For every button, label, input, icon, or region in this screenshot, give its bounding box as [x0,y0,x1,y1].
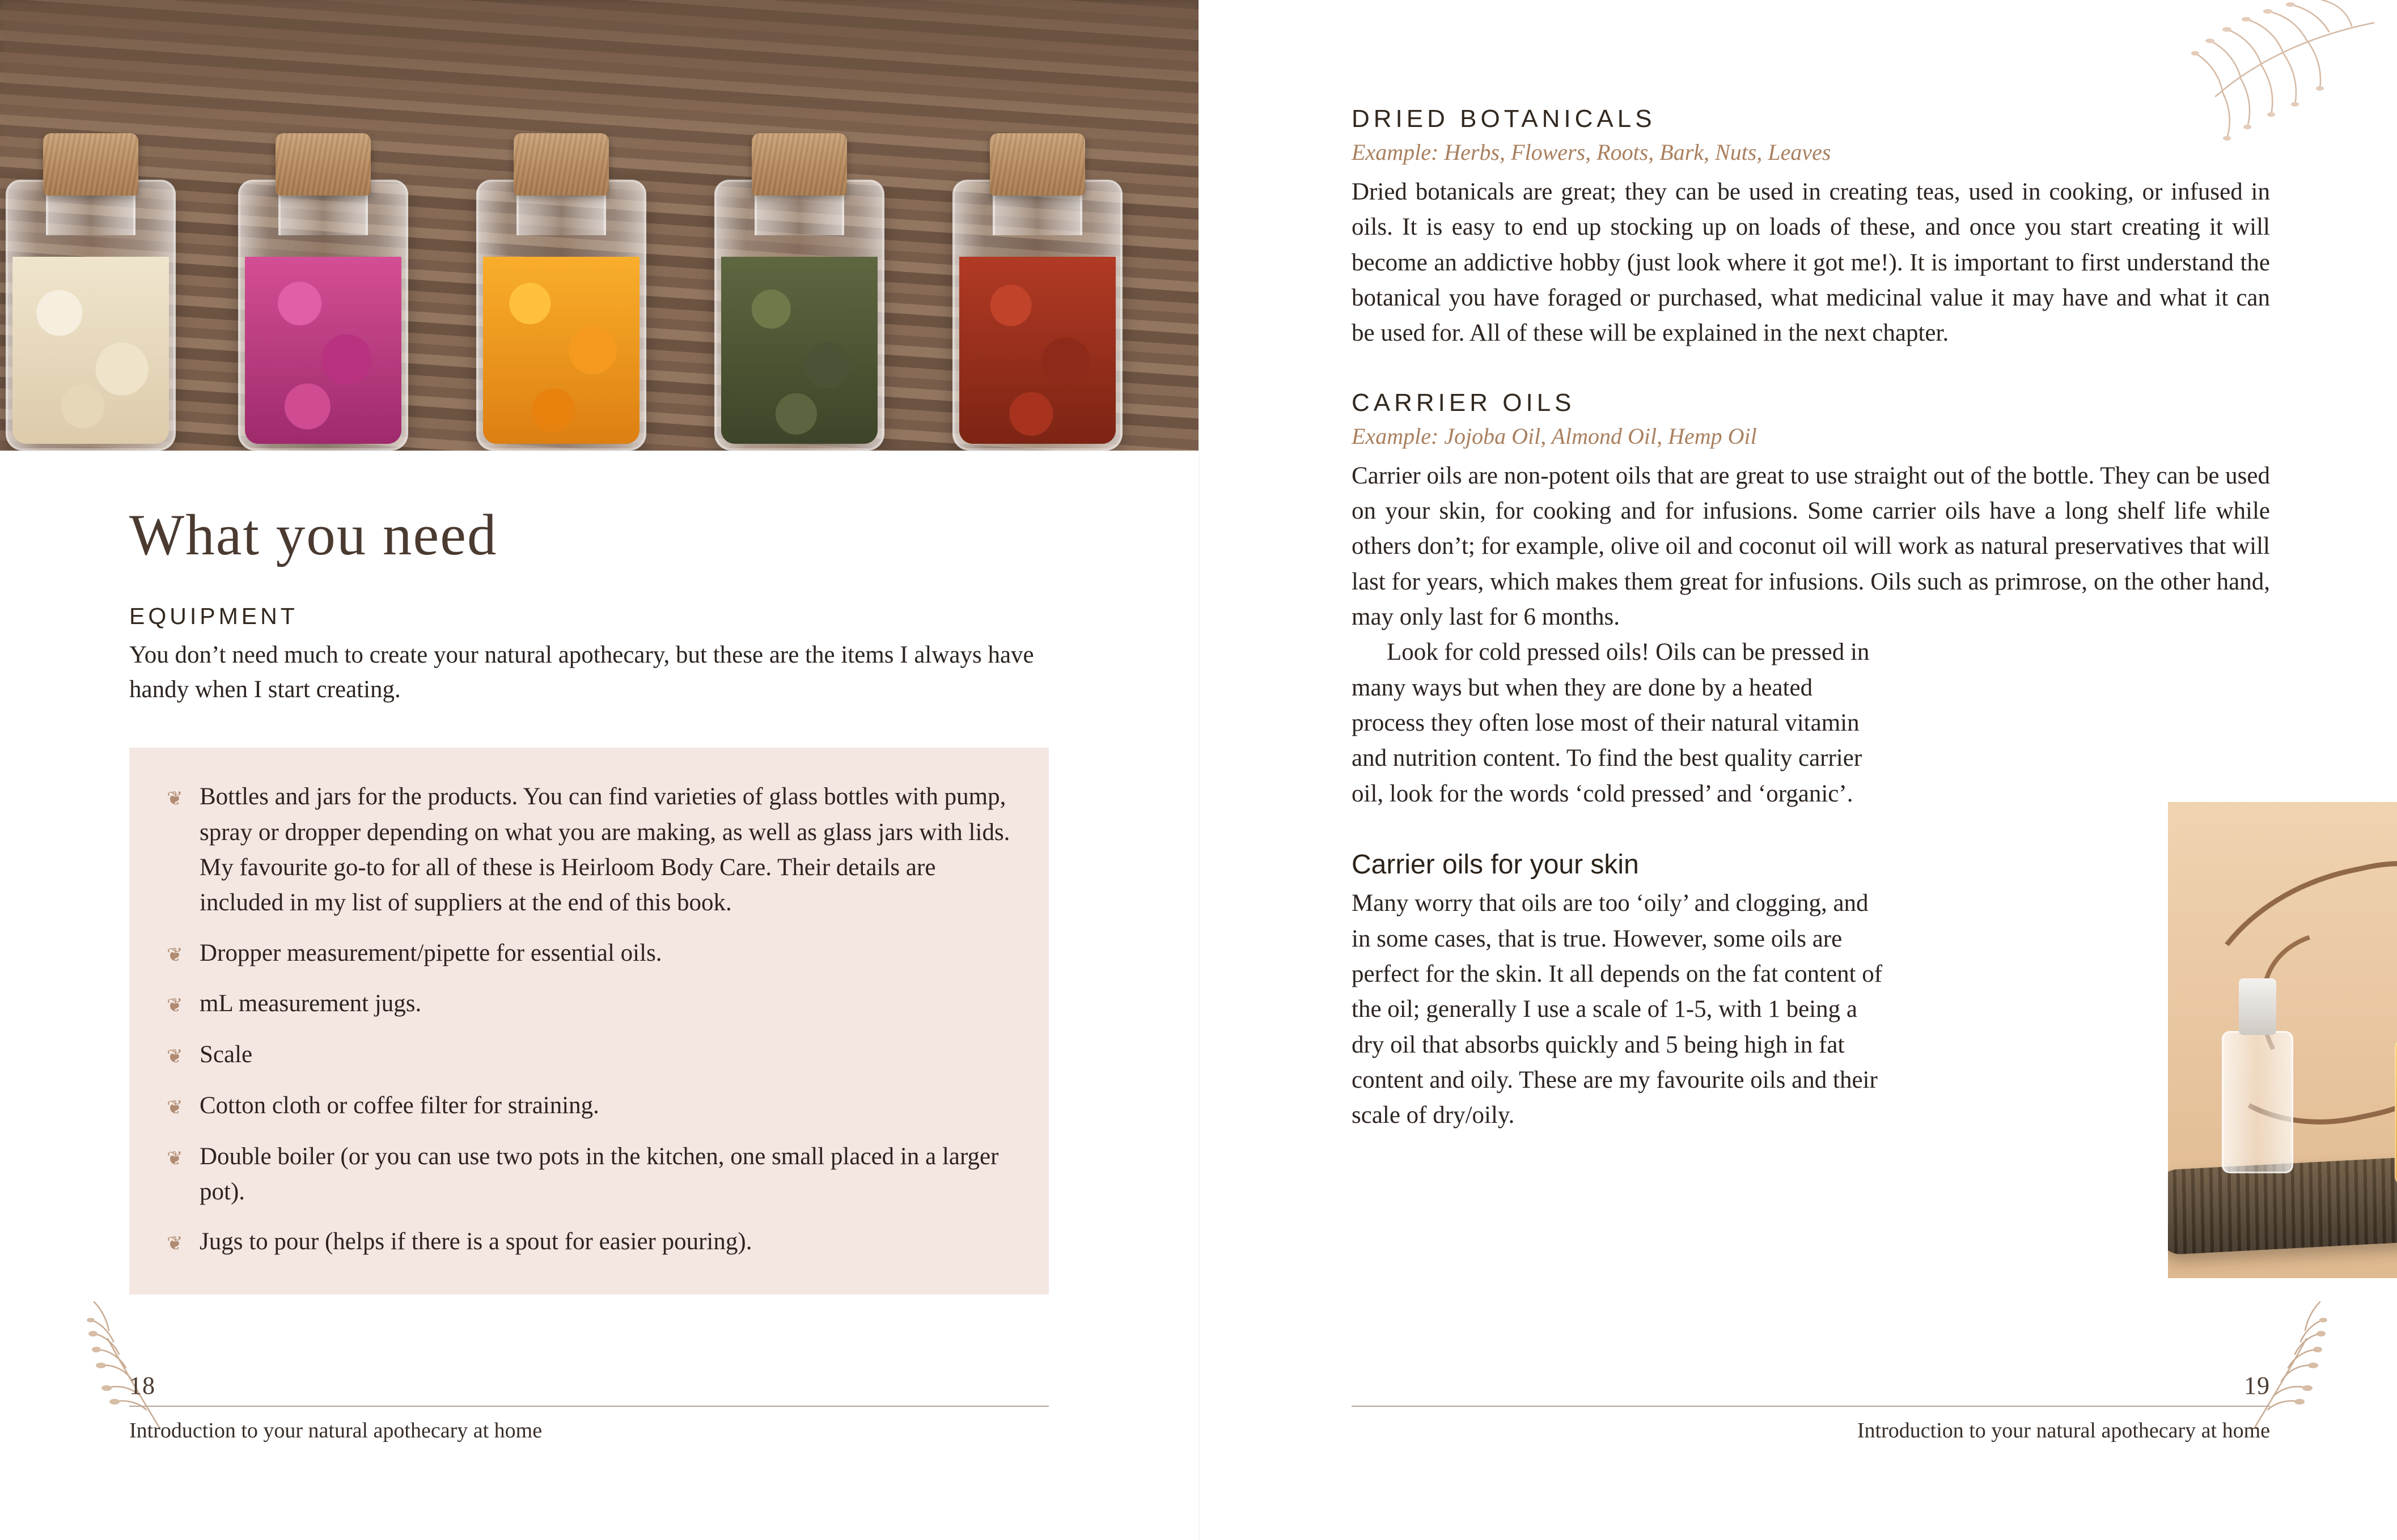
paragraph-carrier-oils-2: Look for cold pressed oils! Oils can be pressed in many ways but when they are done by a heated process they often lose most of their natural vitamin and nutrition content. To find the best quality carrier oil, look for the words ‘cold pressed’ and ‘organic’. [1352,639,1870,807]
right-column [1352,105,2270,1134]
sprig-bullet-icon: ❦ [167,1233,183,1255]
paragraph-carrier-oils-1: Carrier oils are non-potent oils that are great to use straight out of the bottle. They can be used on your skin, for cooking and for infusions. Some carrier oils have a long shelf life while others don’t; for example, olive oil and coconut oil will work as natural preservatives that will last for years, which makes them great for infusions. Oils such as primrose, on the other hand, may only last for 6 months. [1352,462,2270,631]
list-item [167,986,1011,1023]
subsection-heading-carrier-oils-skin: Carrier oils for your skin [1352,850,1639,880]
page-number: 18 [129,1372,155,1399]
list-item-label: Scale [200,1041,253,1068]
section-heading-dried-botanicals: DRIED BOTANICALS [1352,105,1656,133]
cork-stopper-icon [43,133,138,196]
footer-rule [1352,1406,2270,1407]
list-item [167,1224,1011,1261]
list-item-label: Jugs to pour (helps if there is a spout for easier pouring). [200,1228,752,1255]
bottle-contents [12,257,169,444]
section-example-dried-botanicals: Example: Herbs, Flowers, Roots, Bark, Nuts, Leaves [1352,139,1831,165]
equipment-list-box [129,748,1049,1295]
sprig-bullet-icon: ❦ [167,1046,183,1068]
cork-stopper-icon [514,133,609,196]
equipment-heading: EQUIPMENT [129,603,298,630]
page-gutter [1198,0,1200,1540]
equipment-intro-paragraph: You don’t need much to create your natural apothecary, but these are the items I always have handy when I start creating. [129,642,1034,703]
left-page [0,0,1198,1540]
cork-stopper-icon [752,133,847,196]
footer-right [1352,1371,2270,1443]
footer-rule [129,1406,1049,1407]
left-page-body [0,451,1198,1295]
page-number: 19 [2244,1372,2270,1399]
bottle-3 [476,133,646,451]
list-item [167,936,1011,972]
running-head: Introduction to your natural apothecary at home [129,1419,543,1443]
sprig-bullet-icon: ❦ [167,788,183,810]
list-item-label: mL measurement jugs. [200,990,422,1017]
list-item [167,779,1011,920]
sprig-bullet-icon: ❦ [167,1148,183,1169]
list-item-label: Double boiler (or you can use two pots in the kitchen, one small placed in a larger pot). [200,1143,999,1206]
list-item [167,1139,1011,1210]
running-head: Introduction to your natural apothecary at home [1857,1419,2270,1443]
list-item-label: Dropper measurement/pipette for essential oils. [200,939,662,966]
paragraph-dried-botanicals: Dried botanicals are great; they can be used in creating teas, used in cooking, or infused in oils. It is easy to end up stocking up on loads of these, and once you start creating it will become an addictive hobby (just look where it got me!). It is important to first understand the botanical you have foraged or purchased, what medicinal value it may have and what it can be used for. All of these will be explained in the next chapter. [1352,179,2270,347]
footer-left [129,1371,1049,1443]
cork-stopper-icon [276,133,371,196]
section-example-carrier-oils: Example: Jojoba Oil, Almond Oil, Hemp Oil [1352,423,1757,449]
bottle-5 [952,133,1123,451]
bottle-4 [714,133,884,451]
bottle-2 [238,133,408,451]
hero-photo-dried-botanicals [0,0,1198,451]
bottle-1 [6,133,176,451]
oil-bottles-photo [2168,802,2397,1278]
bottle-contents [959,257,1116,444]
bottle-contents [721,257,878,444]
cork-stopper-icon [990,133,1085,196]
sprig-bullet-icon: ❦ [167,1097,183,1118]
bottle-contents [483,257,640,444]
dropper-bottle [2222,1031,2293,1173]
right-page [1198,0,2397,1540]
bottle-contents [245,257,401,444]
paragraph-carrier-oils-skin: Many worry that oils are too ‘oily’ and clogging, and in some cases, that is true. However, some oils are perfect for the skin. It all depends on the fat content of the oil; generally I use a scale of 1-5, with 1 being a dry oil that absorbs quickly and 5 being high in fat content and oily. These are my favourite oils and their scale of dry/oily. [1352,890,1883,1129]
list-item [167,1037,1011,1074]
section-heading-carrier-oils: CARRIER OILS [1352,388,1576,417]
sprig-bullet-icon: ❦ [167,995,183,1017]
sprig-bullet-icon: ❦ [167,944,183,966]
page-title: What you need [129,503,498,567]
amber-oil-bottle [2395,1040,2397,1185]
list-item-label: Bottles and jars for the products. You can find varieties of glass bottles with pump, spray or dropper depending on what you are making, as well as glass jars with lids. My favourite go-to for all of these is Heirloom Body Care. Their details are included in my list of suppliers at the end of this book. [200,783,1010,917]
list-item-label: Cotton cloth or coffee filter for straining. [200,1092,599,1119]
list-item [167,1088,1011,1125]
